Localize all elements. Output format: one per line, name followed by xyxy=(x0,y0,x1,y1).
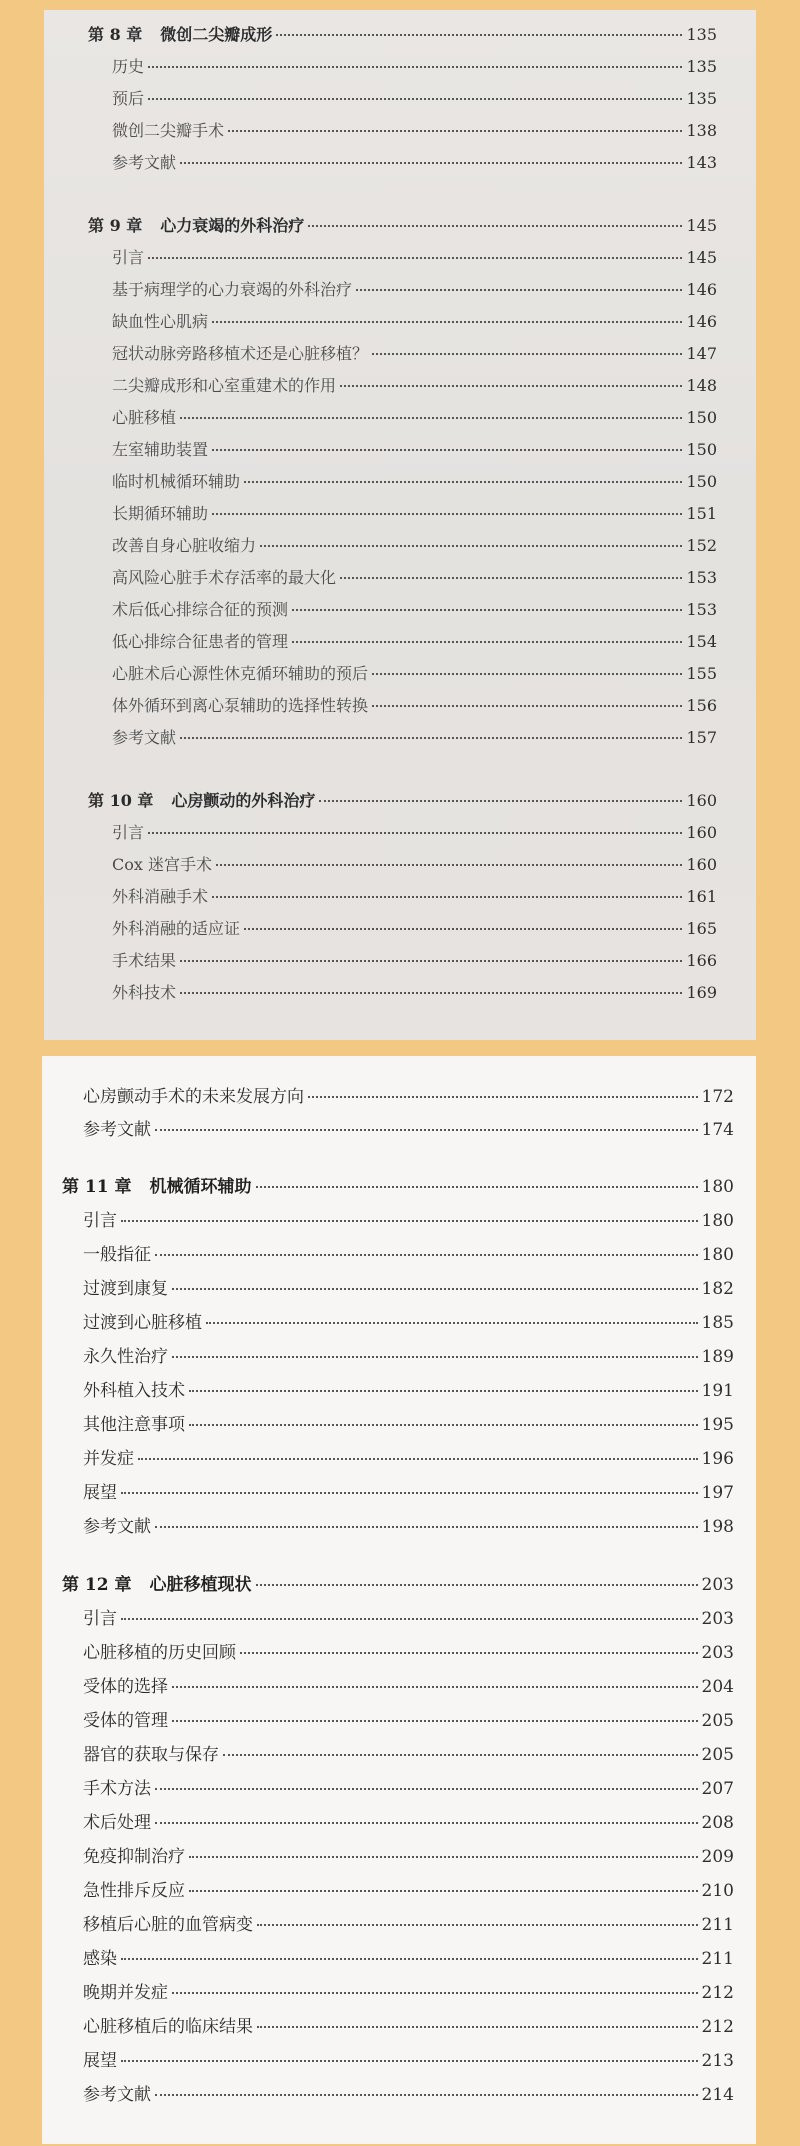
toc-section-entry xyxy=(88,533,717,565)
section-title: 展望 xyxy=(83,2051,117,2071)
page-number: 212 xyxy=(701,1983,734,2003)
page-number: 138 xyxy=(686,121,717,140)
page-number: 150 xyxy=(686,440,717,459)
section-title: 移植后心脏的血管病变 xyxy=(83,1915,253,1935)
section-title: 并发症 xyxy=(83,1449,134,1469)
section-title: 心脏移植后的临床结果 xyxy=(83,2017,253,2037)
page-number: 135 xyxy=(686,25,717,44)
dot-leader xyxy=(180,417,682,419)
section-title: Cox 迷宫手术 xyxy=(112,855,212,874)
page-number: 204 xyxy=(701,1677,734,1697)
page-number: 203 xyxy=(701,1609,734,1629)
section-title: 引言 xyxy=(83,1609,117,1629)
page-number: 150 xyxy=(686,472,717,491)
dot-leader xyxy=(155,1822,698,1824)
section-title: 历史 xyxy=(112,57,145,76)
page-number: 174 xyxy=(701,1120,734,1140)
section-title: 手术方法 xyxy=(83,1779,151,1799)
dot-leader xyxy=(155,1526,698,1528)
toc-section-entry xyxy=(62,1115,734,1149)
page-number: 160 xyxy=(686,855,717,874)
dot-leader xyxy=(121,2060,698,2062)
dot-leader xyxy=(256,1584,698,1586)
section-title: 过渡到康复 xyxy=(83,1279,168,1299)
page-number: 151 xyxy=(686,504,717,523)
section-title: 心脏移植 xyxy=(112,408,177,427)
toc-section-entry xyxy=(62,2080,734,2114)
page-number: 143 xyxy=(686,153,717,172)
dot-leader xyxy=(206,1322,698,1324)
toc-chapter-entry xyxy=(62,1570,734,1604)
toc-section-entry xyxy=(62,1740,734,1774)
page-number: 214 xyxy=(701,2085,734,2105)
dot-leader xyxy=(212,896,682,898)
section-title: 急性排斥反应 xyxy=(83,1881,185,1901)
dot-leader xyxy=(121,1618,698,1620)
dot-leader xyxy=(356,289,682,291)
page-number: 180 xyxy=(701,1245,734,1265)
section-title: 受体的选择 xyxy=(83,1677,168,1697)
toc-section-entry xyxy=(62,1444,734,1478)
toc-section-entry xyxy=(62,1410,734,1444)
page-number: 145 xyxy=(686,216,717,235)
page-number: 160 xyxy=(686,823,717,842)
dot-leader xyxy=(180,162,682,164)
dot-leader xyxy=(372,673,682,675)
chapter-title: 微创二尖瓣成形 xyxy=(160,25,273,44)
toc-chapter-entry xyxy=(88,788,717,820)
section-title: 高风险心脏手术存活率的最大化 xyxy=(112,568,337,587)
dot-leader xyxy=(155,1254,698,1256)
toc-section-entry xyxy=(88,150,717,182)
dot-leader xyxy=(212,449,682,451)
toc-section-entry xyxy=(62,1512,734,1546)
section-title: 外科消融的适应证 xyxy=(112,919,241,938)
dot-leader xyxy=(292,641,682,643)
toc-page-upper xyxy=(44,10,756,1040)
dot-leader xyxy=(189,1424,698,1426)
dot-leader xyxy=(244,928,682,930)
toc-section-entry xyxy=(62,1706,734,1740)
dot-leader xyxy=(216,864,682,866)
dot-leader xyxy=(155,1129,698,1131)
toc-section-entry xyxy=(62,1672,734,1706)
section-title: 参考文献 xyxy=(112,153,177,172)
section-title: 引言 xyxy=(112,823,145,842)
dot-leader xyxy=(276,34,682,36)
toc-section-entry xyxy=(62,1774,734,1808)
toc-section-entry xyxy=(88,118,717,150)
dot-leader xyxy=(257,1924,698,1926)
dot-leader xyxy=(121,1220,698,1222)
page-number: 209 xyxy=(701,1847,734,1867)
toc-section-entry xyxy=(62,1240,734,1274)
section-title: 缺血性心肌病 xyxy=(112,312,209,331)
section-title: 器官的获取与保存 xyxy=(83,1745,219,1765)
page-number: 157 xyxy=(686,728,717,747)
toc-section-entry xyxy=(88,948,717,980)
toc-section-entry xyxy=(88,661,717,693)
dot-leader xyxy=(155,1788,698,1790)
dot-leader xyxy=(228,130,682,132)
dot-leader xyxy=(172,1356,698,1358)
page-number: 155 xyxy=(686,664,717,683)
toc-section-entry xyxy=(88,693,717,725)
toc-section-entry xyxy=(88,245,717,277)
dot-leader xyxy=(372,353,682,355)
toc-section-entry xyxy=(88,597,717,629)
page-number: 191 xyxy=(701,1381,734,1401)
dot-leader xyxy=(292,609,682,611)
toc-section-entry xyxy=(88,884,717,916)
page-number: 166 xyxy=(686,951,717,970)
toc-section-entry xyxy=(88,501,717,533)
section-title: 一般指征 xyxy=(83,1245,151,1265)
chapter-title: 心力衰竭的外科治疗 xyxy=(160,216,305,235)
section-title: 二尖瓣成形和心室重建术的作用 xyxy=(112,376,337,395)
toc-section-entry xyxy=(62,1206,734,1240)
chapter-number: 第 8 章 xyxy=(88,25,143,44)
section-title: 改善自身心脏收缩力 xyxy=(112,536,257,555)
dot-leader xyxy=(189,1390,698,1392)
toc-section-entry xyxy=(88,725,717,757)
section-title: 低心排综合征患者的管理 xyxy=(112,632,289,651)
chapter-title: 心脏移植现状 xyxy=(149,1575,252,1595)
toc-section-entry xyxy=(88,373,717,405)
section-title: 参考文献 xyxy=(112,728,177,747)
toc-section-entry xyxy=(62,1944,734,1978)
dot-leader xyxy=(180,737,682,739)
page-number: 172 xyxy=(701,1087,734,1107)
toc-section-entry xyxy=(62,1842,734,1876)
toc-section-entry xyxy=(88,341,717,373)
page-number: 135 xyxy=(686,89,717,108)
section-title: 临时机械循环辅助 xyxy=(112,472,241,491)
toc-section-entry xyxy=(62,2046,734,2080)
page-number: 196 xyxy=(701,1449,734,1469)
section-title: 参考文献 xyxy=(83,2085,151,2105)
page-number: 146 xyxy=(686,280,717,299)
dot-leader xyxy=(138,1458,698,1460)
dot-leader xyxy=(172,1288,698,1290)
dot-leader xyxy=(260,545,682,547)
page-number: 207 xyxy=(701,1779,734,1799)
section-title: 术后处理 xyxy=(83,1813,151,1833)
chapter-number: 第 9 章 xyxy=(88,216,143,235)
section-title: 其他注意事项 xyxy=(83,1415,185,1435)
section-title: 免疫抑制治疗 xyxy=(83,1847,185,1867)
toc-section-entry xyxy=(88,437,717,469)
dot-leader xyxy=(148,66,682,68)
section-title: 心脏术后心源性休克循环辅助的预后 xyxy=(112,664,369,683)
page-number: 145 xyxy=(686,248,717,267)
dot-leader xyxy=(172,1992,698,1994)
toc-section-entry xyxy=(88,916,717,948)
section-title: 晚期并发症 xyxy=(83,1983,168,2003)
section-title: 术后低心排综合征的预测 xyxy=(112,600,289,619)
dot-leader xyxy=(319,800,682,802)
page-number: 148 xyxy=(686,376,717,395)
page-number: 156 xyxy=(686,696,717,715)
toc-section-entry xyxy=(62,1910,734,1944)
section-title: 微创二尖瓣手术 xyxy=(112,121,225,140)
page-number: 165 xyxy=(686,919,717,938)
chapter-number: 第 10 章 xyxy=(88,791,154,810)
toc-section-entry xyxy=(62,1342,734,1376)
toc-chapter-entry xyxy=(88,22,717,54)
page-number: 135 xyxy=(686,57,717,76)
page-number: 189 xyxy=(701,1347,734,1367)
toc-section-entry xyxy=(62,1376,734,1410)
dot-leader xyxy=(121,1492,698,1494)
page-number: 182 xyxy=(701,1279,734,1299)
dot-leader xyxy=(372,705,682,707)
section-title: 预后 xyxy=(112,89,145,108)
dot-leader xyxy=(212,321,682,323)
page-number: 203 xyxy=(701,1575,734,1595)
section-title: 手术结果 xyxy=(112,951,177,970)
page-number: 180 xyxy=(701,1211,734,1231)
toc-section-entry xyxy=(88,629,717,661)
page-number: 211 xyxy=(701,1949,734,1969)
page-number: 169 xyxy=(686,983,717,1002)
page-number: 161 xyxy=(686,887,717,906)
toc-section-entry xyxy=(88,309,717,341)
toc-section-entry xyxy=(62,1308,734,1342)
toc-chapter-entry xyxy=(62,1172,734,1206)
section-title: 引言 xyxy=(83,1211,117,1231)
page-number: 212 xyxy=(701,2017,734,2037)
page-number: 146 xyxy=(686,312,717,331)
page-number: 160 xyxy=(686,791,717,810)
dot-leader xyxy=(308,1096,698,1098)
section-title: 心脏移植的历史回顾 xyxy=(83,1643,236,1663)
toc-section-entry xyxy=(88,852,717,884)
section-title: 感染 xyxy=(83,1949,117,1969)
section-title: 参考文献 xyxy=(83,1517,151,1537)
toc-section-entry xyxy=(62,1876,734,1910)
section-title: 左室辅助装置 xyxy=(112,440,209,459)
chapter-title: 心房颤动的外科治疗 xyxy=(171,791,316,810)
page-number: 150 xyxy=(686,408,717,427)
toc-section-entry xyxy=(62,1978,734,2012)
dot-leader xyxy=(244,481,682,483)
dot-leader xyxy=(257,2026,698,2028)
page-number: 185 xyxy=(701,1313,734,1333)
page-number: 211 xyxy=(701,1915,734,1935)
page-number: 198 xyxy=(701,1517,734,1537)
dot-leader xyxy=(180,960,682,962)
section-title: 引言 xyxy=(112,248,145,267)
dot-leader xyxy=(148,98,682,100)
page-number: 203 xyxy=(701,1643,734,1663)
toc-section-entry xyxy=(62,1082,734,1116)
page-number: 153 xyxy=(686,568,717,587)
page-number: 213 xyxy=(701,2051,734,2071)
toc-section-entry xyxy=(88,277,717,309)
toc-section-entry xyxy=(88,54,717,86)
dot-leader xyxy=(121,1958,698,1960)
section-title: 外科技术 xyxy=(112,983,177,1002)
dot-leader xyxy=(172,1720,698,1722)
section-title: 外科消融手术 xyxy=(112,887,209,906)
section-title: 心房颤动手术的未来发展方向 xyxy=(83,1087,304,1107)
page-number: 205 xyxy=(701,1745,734,1765)
page-number: 152 xyxy=(686,536,717,555)
section-title: 过渡到心脏移植 xyxy=(83,1313,202,1333)
dot-leader xyxy=(256,1186,698,1188)
toc-section-entry xyxy=(88,820,717,852)
page-number: 210 xyxy=(701,1881,734,1901)
section-title: 基于病理学的心力衰竭的外科治疗 xyxy=(112,280,353,299)
dot-leader xyxy=(223,1754,698,1756)
page-number: 197 xyxy=(701,1483,734,1503)
dot-leader xyxy=(180,992,682,994)
page-number: 205 xyxy=(701,1711,734,1731)
toc-section-entry xyxy=(62,1638,734,1672)
page-number: 180 xyxy=(701,1177,734,1197)
dot-leader xyxy=(172,1686,698,1688)
dot-leader xyxy=(340,385,682,387)
section-title: 长期循环辅助 xyxy=(112,504,209,523)
toc-section-entry xyxy=(88,469,717,501)
section-title: 体外循环到离心泵辅助的选择性转换 xyxy=(112,696,369,715)
toc-chapter-entry xyxy=(88,213,717,245)
page-number: 147 xyxy=(686,344,717,363)
toc-section-entry xyxy=(62,2012,734,2046)
toc-section-entry xyxy=(62,1604,734,1638)
toc-section-entry xyxy=(88,980,717,1012)
section-title: 永久性治疗 xyxy=(83,1347,168,1367)
page-number: 153 xyxy=(686,600,717,619)
toc-section-entry xyxy=(88,565,717,597)
section-title: 受体的管理 xyxy=(83,1711,168,1731)
dot-leader xyxy=(189,1856,698,1858)
dot-leader xyxy=(340,577,682,579)
section-title: 外科植入技术 xyxy=(83,1381,185,1401)
dot-leader xyxy=(240,1652,698,1654)
page-number: 154 xyxy=(686,632,717,651)
dot-leader xyxy=(148,832,682,834)
section-title: 参考文献 xyxy=(83,1120,151,1140)
toc-section-entry xyxy=(62,1274,734,1308)
toc-section-entry xyxy=(62,1478,734,1512)
dot-leader xyxy=(189,1890,698,1892)
page-number: 208 xyxy=(701,1813,734,1833)
dot-leader xyxy=(212,513,682,515)
toc-section-entry xyxy=(88,86,717,118)
page-number: 195 xyxy=(701,1415,734,1435)
toc-section-entry xyxy=(88,405,717,437)
chapter-number: 第 11 章 xyxy=(62,1177,132,1197)
dot-leader xyxy=(155,2094,698,2096)
section-title: 冠状动脉旁路移植术还是心脏移植？ xyxy=(112,344,369,363)
toc-section-entry xyxy=(62,1808,734,1842)
chapter-title: 机械循环辅助 xyxy=(149,1177,252,1197)
toc-page-lower xyxy=(42,1056,756,2144)
chapter-number: 第 12 章 xyxy=(62,1575,132,1595)
section-title: 展望 xyxy=(83,1483,117,1503)
dot-leader xyxy=(308,225,682,227)
dot-leader xyxy=(148,257,682,259)
